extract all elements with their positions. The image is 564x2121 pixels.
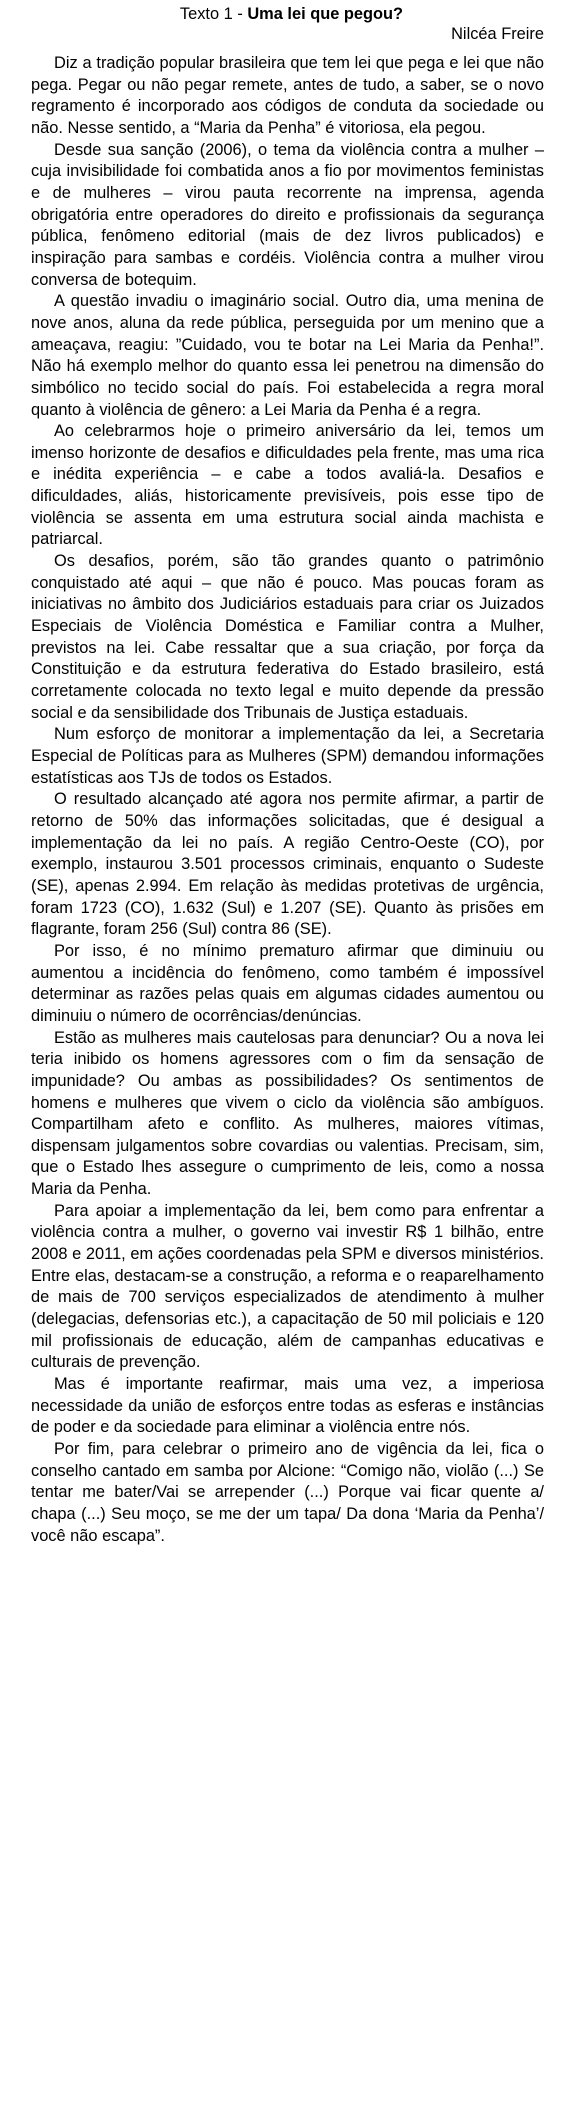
text-label: Texto 1 -	[179, 5, 248, 23]
paragraph: Os desafios, porém, são tão grandes quanto o patrimônio conquistado até aqui – que não é pouco. Mas poucas foram as iniciativas no âmbito dos Judiciários estaduais para criar os Juizados Especiais de Violência Doméstica e Familiar contra a Mulher, previstos na lei. Cabe ressaltar que a sua criação, por força da Constituição e da estrutura federativa do Estado brasileiro, está corretamente colocada no texto legal e muito depende da pressão social e da sensibilidade dos Tribunais de Justiça estaduais.	[31, 552, 544, 722]
paragraph: Ao celebrarmos hoje o primeiro aniversário da lei, temos um imenso horizonte de desafios e dificuldades pela frente, mas uma rica e inédita experiência – e cabe a todos avaliá-la. Desafios e dificuldades, aliás, historicamente previsíveis, pois esse tipo de violência se assenta em uma estrutura social ainda machista e patriarcal.	[31, 422, 544, 549]
paragraph: Num esforço de monitorar a implementação da lei, a Secretaria Especial de Políticas para as Mulheres (SPM) demandou informações estatísticas aos TJs de todos os Estados.	[31, 725, 544, 787]
paragraph: Mas é importante reafirmar, mais uma vez, a imperiosa necessidade da união de esforços entre todas as esferas e instâncias de poder e da sociedade para eliminar a violência entre nós.	[31, 1375, 544, 1437]
paragraph: O resultado alcançado até agora nos permite afirmar, a partir de retorno de 50% das informações solicitadas, que é desigual a implementação da lei no país. A região Centro-Oeste (CO), por exemplo, instaurou 3.501 processos criminais, enquanto o Sudeste (SE), apenas 2.994. Em relação às medidas protetivas de urgência, foram 1723 (CO), 1.632 (Sul) e 1.207 (SE). Quanto às prisões em flagrante, foram 256 (Sul) contra 86 (SE).	[31, 790, 544, 939]
paragraph: A questão invadiu o imaginário social. Outro dia, uma menina de nove anos, aluna da rede pública, perseguida por um menino que a ameaçava, reagiu: ”Cuidado, vou te botar na Lei Maria da Penha!”. Não há exemplo melhor do quanto essa lei penetrou na dimensão do simbólico no tecido social do país. Foi estabelecida a regra moral quanto à violência de gênero: a Lei Maria da Penha é a regra.	[31, 292, 544, 419]
document-title	[31, 4, 544, 24]
title-text: Uma lei que pegou?	[247, 5, 404, 23]
paragraph: Desde sua sanção (2006), o tema da violência contra a mulher – cuja invisibilidade foi combatida anos a fio por movimentos feministas e de mulheres – virou pauta recorrente na imprensa, agenda obrigatória entre operadores do direito e profissionais da segurança pública, fenômeno editorial (mais de dez livros publicados) e inspiração para sambas e cordéis. Violência contra a mulher virou conversa de botequim.	[31, 140, 544, 289]
paragraph: Por isso, é no mínimo prematuro afirmar que diminuiu ou aumentou a incidência do fenômeno, como também é impossível determinar as razões pelas quais em algumas cidades aumentou ou diminuiu o número de ocorrências/denúncias.	[31, 941, 544, 1025]
paragraph: Diz a tradição popular brasileira que tem lei que pega e lei que não pega. Pegar ou não pegar remete, antes de tudo, a saber, se o novo regramento é incorporado aos códigos de conduta da sociedade ou não. Nesse sentido, a “Maria da Penha” é vitoriosa, ela pegou.	[31, 54, 544, 137]
author-name: Nilcéa Freire	[451, 25, 544, 43]
paragraph: Estão as mulheres mais cautelosas para denunciar? Ou a nova lei teria inibido os homens agressores com o fim da sensação de impunidade? Ou ambas as possibilidades? Os sentimentos de homens e mulheres que vivem o ciclo da violência são ambíguos. Compartilham afeto e conflito. As mulheres, maiores vítimas, dispensam julgamentos sobre covardias ou valentias. Precisam, sim, que o Estado lhes assegure o cumprimento de leis, como a nossa Maria da Penha.	[31, 1028, 544, 1199]
paragraph: Para apoiar a implementação da lei, bem como para enfrentar a violência contra a mulher, o governo vai investir R$ 1 bilhão, entre 2008 e 2011, em ações coordenadas pela SPM e diversos ministérios. Entre elas, destacam-se a construção, a reforma e o reaparelhamento de mais de 700 serviços especializados de atendimento à mulher (delegacias, defensorias etc.), a capacitação de 50 mil policiais e 120 mil profissionais de educação, além de campanhas educativas e culturais de prevenção.	[31, 1201, 544, 1372]
paragraph: Por fim, para celebrar o primeiro ano de vigência da lei, fica o conselho cantado em samba por Alcione: “Comigo não, violão (...) Se tentar me bater/Vai se arrepender (...) Porque vai ficar quente a/ chapa (...) Seu moço, se me der um tapa/ Da dona ‘Maria da Penha’/ você não escapa”.	[31, 1440, 544, 1545]
